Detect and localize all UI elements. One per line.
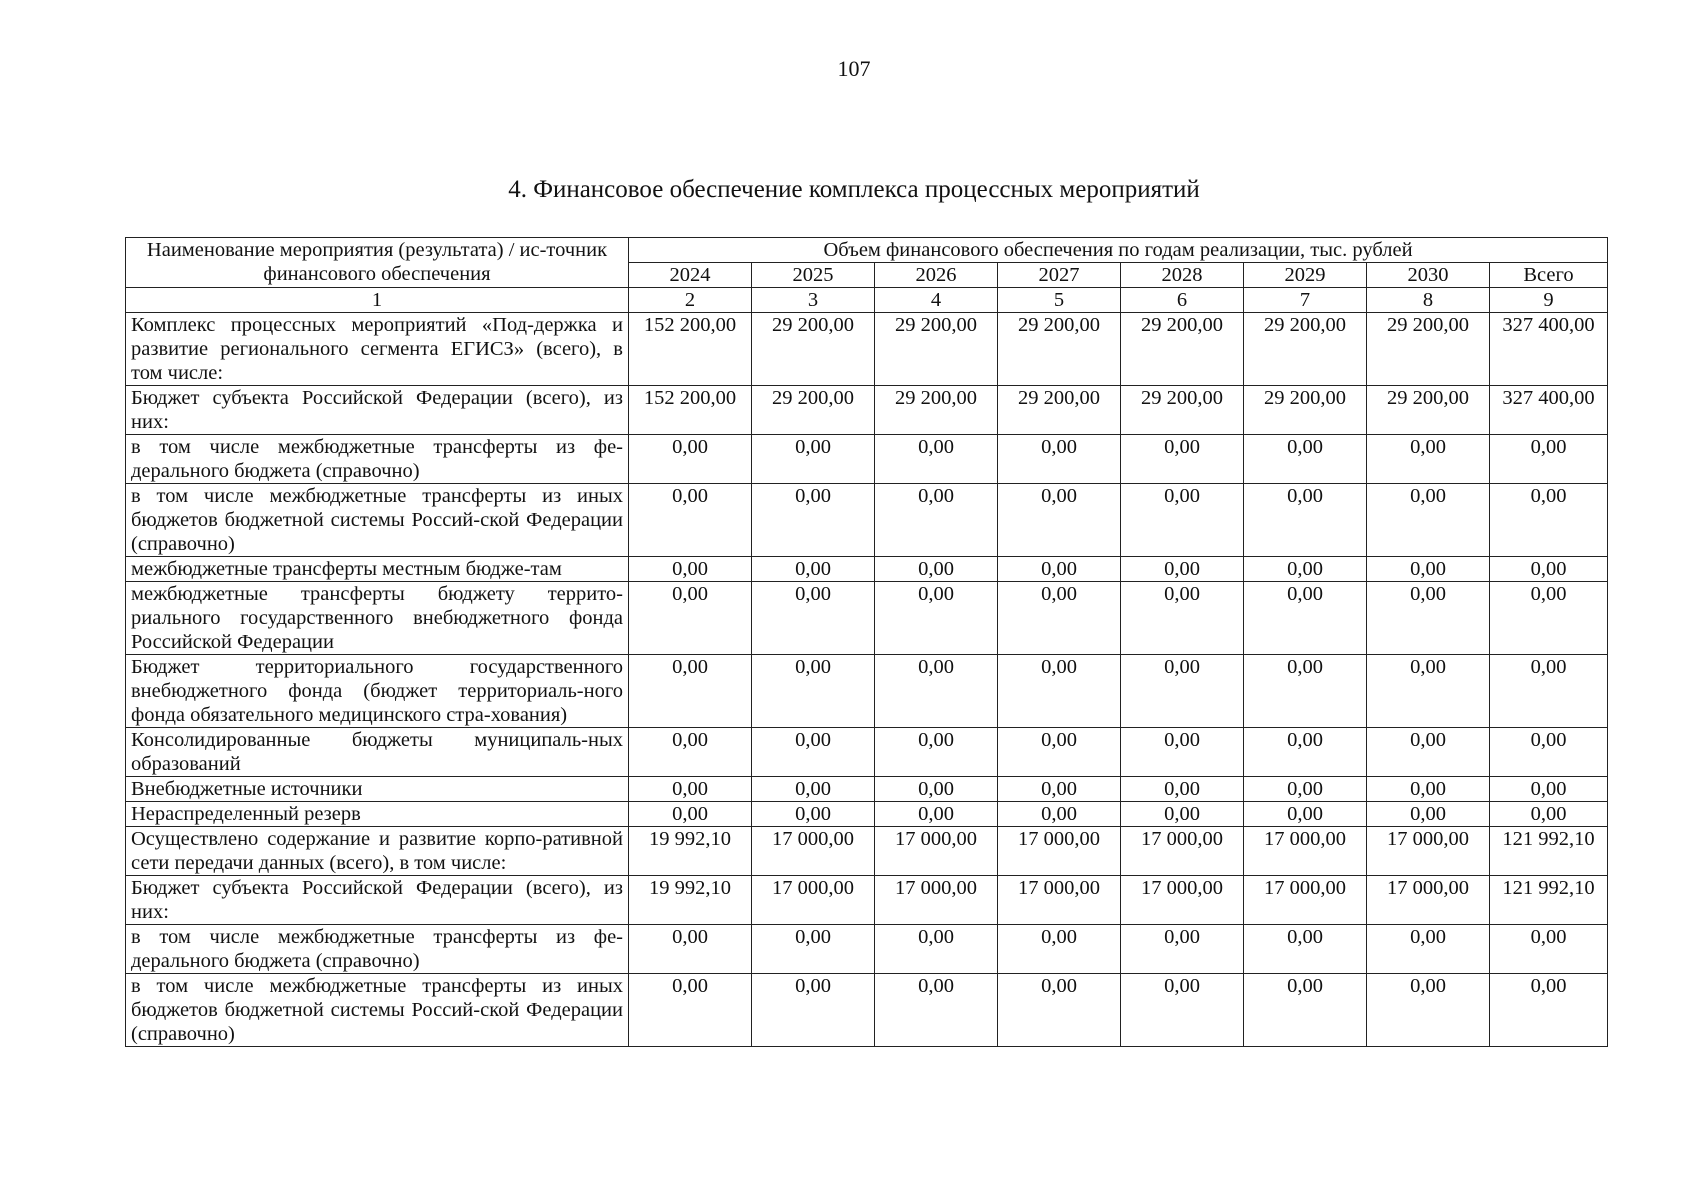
row-year-value: 0,00 (998, 557, 1121, 582)
table-row (126, 925, 1608, 974)
row-year-value: 0,00 (875, 777, 998, 802)
row-year-value: 19 992,10 (629, 827, 752, 876)
row-year-value: 29 200,00 (752, 313, 875, 386)
row-year-value: 0,00 (875, 582, 998, 655)
row-year-value: 0,00 (1244, 728, 1367, 777)
row-year-value: 0,00 (1244, 777, 1367, 802)
row-year-value: 17 000,00 (752, 827, 875, 876)
row-year-value: 0,00 (1121, 974, 1244, 1047)
header-year: 2030 (1367, 263, 1490, 288)
row-year-value: 0,00 (998, 777, 1121, 802)
row-year-value: 0,00 (998, 925, 1121, 974)
row-total-value: 0,00 (1490, 484, 1608, 557)
row-year-value: 0,00 (629, 728, 752, 777)
row-year-value: 0,00 (629, 435, 752, 484)
row-year-value: 0,00 (1121, 582, 1244, 655)
row-year-value: 0,00 (629, 582, 752, 655)
row-year-value: 0,00 (1244, 435, 1367, 484)
header-year: 2029 (1244, 263, 1367, 288)
column-numbers-row (126, 288, 1608, 313)
table-row (126, 827, 1608, 876)
row-name: Бюджет субъекта Российской Федерации (всего), из них: (126, 386, 629, 435)
row-name: межбюджетные трансферты местным бюдже-там (126, 557, 629, 582)
row-year-value: 29 200,00 (1244, 386, 1367, 435)
row-name: в том числе межбюджетные трансферты из фе-дерального бюджета (справочно) (126, 435, 629, 484)
row-total-value: 121 992,10 (1490, 876, 1608, 925)
row-year-value: 0,00 (752, 974, 875, 1047)
column-number: 6 (1121, 288, 1244, 313)
row-total-value: 327 400,00 (1490, 313, 1608, 386)
row-year-value: 0,00 (1121, 655, 1244, 728)
row-name: в том числе межбюджетные трансферты из иных бюджетов бюджетной системы Россий-ской Федерации (справочно) (126, 974, 629, 1047)
table-row (126, 655, 1608, 728)
row-total-value: 121 992,10 (1490, 827, 1608, 876)
row-year-value: 0,00 (629, 974, 752, 1047)
row-year-value: 0,00 (629, 802, 752, 827)
row-year-value: 0,00 (1121, 925, 1244, 974)
row-year-value: 0,00 (1367, 557, 1490, 582)
row-name: Комплекс процессных мероприятий «Под-держка и развитие регионального сегмента ЕГИСЗ» (всего), в том числе: (126, 313, 629, 386)
column-number: 3 (752, 288, 875, 313)
row-year-value: 0,00 (1244, 582, 1367, 655)
row-year-value: 0,00 (998, 582, 1121, 655)
row-total-value: 0,00 (1490, 777, 1608, 802)
row-year-value: 0,00 (875, 974, 998, 1047)
row-year-value: 0,00 (629, 484, 752, 557)
row-year-value: 152 200,00 (629, 386, 752, 435)
row-year-value: 0,00 (1367, 777, 1490, 802)
row-name: Бюджет территориального государственного внебюджетного фонда (бюджет территориаль-ного фонда обязательного медицинского стра-хования) (126, 655, 629, 728)
header-year: 2028 (1121, 263, 1244, 288)
column-number: 9 (1490, 288, 1608, 313)
row-year-value: 0,00 (1367, 974, 1490, 1047)
row-year-value: 19 992,10 (629, 876, 752, 925)
row-year-value: 0,00 (875, 484, 998, 557)
row-year-value: 0,00 (752, 655, 875, 728)
row-year-value: 0,00 (1244, 557, 1367, 582)
row-year-value: 0,00 (1244, 484, 1367, 557)
row-year-value: 17 000,00 (1121, 827, 1244, 876)
row-year-value: 0,00 (1121, 728, 1244, 777)
row-year-value: 0,00 (1121, 557, 1244, 582)
column-number: 4 (875, 288, 998, 313)
table-row (126, 386, 1608, 435)
table-row (126, 876, 1608, 925)
row-year-value: 0,00 (998, 435, 1121, 484)
row-year-value: 0,00 (752, 484, 875, 557)
row-year-value: 17 000,00 (998, 827, 1121, 876)
header-name: Наименование мероприятия (результата) / ис-точник финансового обеспечения (126, 238, 629, 288)
row-year-value: 0,00 (998, 484, 1121, 557)
row-year-value: 0,00 (1121, 435, 1244, 484)
header-year: 2027 (998, 263, 1121, 288)
row-year-value: 17 000,00 (1244, 876, 1367, 925)
row-year-value: 0,00 (998, 655, 1121, 728)
row-name: Бюджет субъекта Российской Федерации (всего), из них: (126, 876, 629, 925)
row-year-value: 0,00 (875, 435, 998, 484)
row-year-value: 17 000,00 (752, 876, 875, 925)
column-number: 2 (629, 288, 752, 313)
table-row (126, 974, 1608, 1047)
row-total-value: 0,00 (1490, 802, 1608, 827)
row-year-value: 0,00 (875, 655, 998, 728)
row-year-value: 0,00 (752, 802, 875, 827)
row-total-value: 327 400,00 (1490, 386, 1608, 435)
header-year: 2024 (629, 263, 752, 288)
row-total-value: 0,00 (1490, 655, 1608, 728)
row-year-value: 29 200,00 (875, 313, 998, 386)
row-year-value: 152 200,00 (629, 313, 752, 386)
row-year-value: 29 200,00 (1244, 313, 1367, 386)
row-year-value: 17 000,00 (1121, 876, 1244, 925)
row-name: Консолидированные бюджеты муниципаль-ных образований (126, 728, 629, 777)
row-name: Осуществлено содержание и развитие корпо-ративной сети передачи данных (всего), в том числе: (126, 827, 629, 876)
row-year-value: 0,00 (629, 925, 752, 974)
table-row (126, 728, 1608, 777)
header-year: 2026 (875, 263, 998, 288)
row-year-value: 0,00 (1367, 925, 1490, 974)
row-year-value: 0,00 (629, 557, 752, 582)
row-year-value: 0,00 (1367, 655, 1490, 728)
row-year-value: 29 200,00 (998, 313, 1121, 386)
table-row (126, 557, 1608, 582)
row-name: межбюджетные трансферты бюджету террито-риального государственного внебюджетного фонда Российской Федерации (126, 582, 629, 655)
row-year-value: 0,00 (629, 777, 752, 802)
column-number: 1 (126, 288, 629, 313)
row-year-value: 17 000,00 (998, 876, 1121, 925)
row-year-value: 29 200,00 (875, 386, 998, 435)
row-year-value: 17 000,00 (1244, 827, 1367, 876)
page-number: 107 (837, 56, 871, 81)
row-year-value: 29 200,00 (1367, 386, 1490, 435)
row-year-value: 17 000,00 (875, 876, 998, 925)
row-year-value: 0,00 (1367, 484, 1490, 557)
row-name: Нераспределенный резерв (126, 802, 629, 827)
row-year-value: 0,00 (875, 557, 998, 582)
row-year-value: 0,00 (998, 974, 1121, 1047)
table-row (126, 484, 1608, 557)
row-total-value: 0,00 (1490, 582, 1608, 655)
row-year-value: 29 200,00 (1121, 313, 1244, 386)
row-year-value: 0,00 (752, 557, 875, 582)
row-year-value: 0,00 (875, 925, 998, 974)
row-total-value: 0,00 (1490, 925, 1608, 974)
column-number: 5 (998, 288, 1121, 313)
row-total-value: 0,00 (1490, 974, 1608, 1047)
row-year-value: 29 200,00 (752, 386, 875, 435)
row-year-value: 0,00 (1244, 925, 1367, 974)
row-year-value: 0,00 (1244, 802, 1367, 827)
financing-table (125, 237, 1608, 1047)
row-year-value: 0,00 (629, 655, 752, 728)
header-volume: Объем финансового обеспечения по годам реализации, тыс. рублей (629, 238, 1608, 263)
row-year-value: 0,00 (1121, 802, 1244, 827)
row-year-value: 0,00 (998, 802, 1121, 827)
header-total: Всего (1490, 263, 1608, 288)
row-year-value: 0,00 (1367, 728, 1490, 777)
table-row (126, 435, 1608, 484)
column-number: 8 (1367, 288, 1490, 313)
table-row (126, 582, 1608, 655)
row-year-value: 0,00 (752, 728, 875, 777)
row-year-value: 0,00 (998, 728, 1121, 777)
row-year-value: 0,00 (752, 925, 875, 974)
row-year-value: 0,00 (875, 728, 998, 777)
table-row (126, 802, 1608, 827)
header-year: 2025 (752, 263, 875, 288)
column-number: 7 (1244, 288, 1367, 313)
row-year-value: 0,00 (1244, 655, 1367, 728)
section-title: 4. Финансовое обеспечение комплекса процессных мероприятий (508, 176, 1200, 203)
row-year-value: 17 000,00 (1367, 827, 1490, 876)
row-year-value: 0,00 (1121, 777, 1244, 802)
row-year-value: 0,00 (875, 802, 998, 827)
row-name: в том числе межбюджетные трансферты из иных бюджетов бюджетной системы Россий-ской Федерации (справочно) (126, 484, 629, 557)
row-year-value: 29 200,00 (1367, 313, 1490, 386)
row-total-value: 0,00 (1490, 435, 1608, 484)
table-row (126, 313, 1608, 386)
row-year-value: 0,00 (752, 582, 875, 655)
row-total-value: 0,00 (1490, 557, 1608, 582)
table-row (126, 777, 1608, 802)
row-year-value: 0,00 (1121, 484, 1244, 557)
row-year-value: 0,00 (1367, 802, 1490, 827)
row-year-value: 0,00 (752, 435, 875, 484)
row-name: Внебюджетные источники (126, 777, 629, 802)
row-year-value: 17 000,00 (875, 827, 998, 876)
row-year-value: 29 200,00 (1121, 386, 1244, 435)
row-name: в том числе межбюджетные трансферты из фе-дерального бюджета (справочно) (126, 925, 629, 974)
row-year-value: 0,00 (752, 777, 875, 802)
row-year-value: 29 200,00 (998, 386, 1121, 435)
row-year-value: 0,00 (1367, 582, 1490, 655)
row-year-value: 0,00 (1244, 974, 1367, 1047)
row-total-value: 0,00 (1490, 728, 1608, 777)
row-year-value: 0,00 (1367, 435, 1490, 484)
row-year-value: 17 000,00 (1367, 876, 1490, 925)
